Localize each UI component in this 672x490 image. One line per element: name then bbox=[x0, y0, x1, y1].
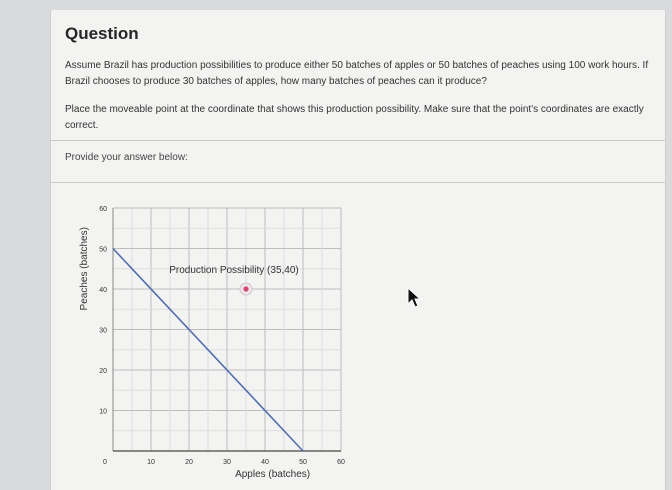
question-panel bbox=[50, 10, 666, 490]
x-tick-label: 40 bbox=[261, 459, 269, 466]
mouse-cursor-icon bbox=[406, 286, 422, 308]
x-tick-label: 0 bbox=[103, 459, 107, 466]
y-tick-label: 30 bbox=[99, 327, 107, 335]
y-tick-label: 40 bbox=[99, 287, 107, 294]
question-title: Question bbox=[65, 24, 139, 43]
x-axis-label: Apples (batches) bbox=[235, 469, 311, 480]
y-axis-label: Peaches (batches) bbox=[79, 227, 90, 311]
y-tick-label: 60 bbox=[99, 206, 107, 213]
answer-prompt: Provide your answer below: bbox=[65, 152, 188, 163]
divider-bottom bbox=[51, 182, 665, 183]
y-tick-label: 20 bbox=[99, 368, 107, 375]
divider-top bbox=[51, 140, 665, 141]
x-tick-label: 10 bbox=[147, 459, 155, 466]
point-label: Production Possibility (35,40) bbox=[169, 265, 299, 276]
x-tick-label: 60 bbox=[337, 459, 345, 466]
x-tick-label: 50 bbox=[299, 459, 307, 466]
question-text: Assume Brazil has production possibilities to produce either 50 batches of apples or 50 batches of peaches using 100 work hours. If Brazil chooses to produce 30 batches of apples, how many batches of peaches can it produce? bbox=[65, 60, 649, 87]
ppf-graph[interactable] bbox=[51, 186, 665, 486]
y-tick-label: 50 bbox=[99, 246, 107, 254]
x-tick-label: 30 bbox=[223, 459, 231, 466]
instruction-text: Place the moveable point at the coordinate that shows this production possibility. Make sure that the point's coordinates are exactly correct. bbox=[65, 104, 644, 131]
y-tick-label: 10 bbox=[99, 408, 107, 416]
movable-point[interactable] bbox=[243, 286, 248, 291]
x-tick-label: 20 bbox=[185, 459, 193, 466]
